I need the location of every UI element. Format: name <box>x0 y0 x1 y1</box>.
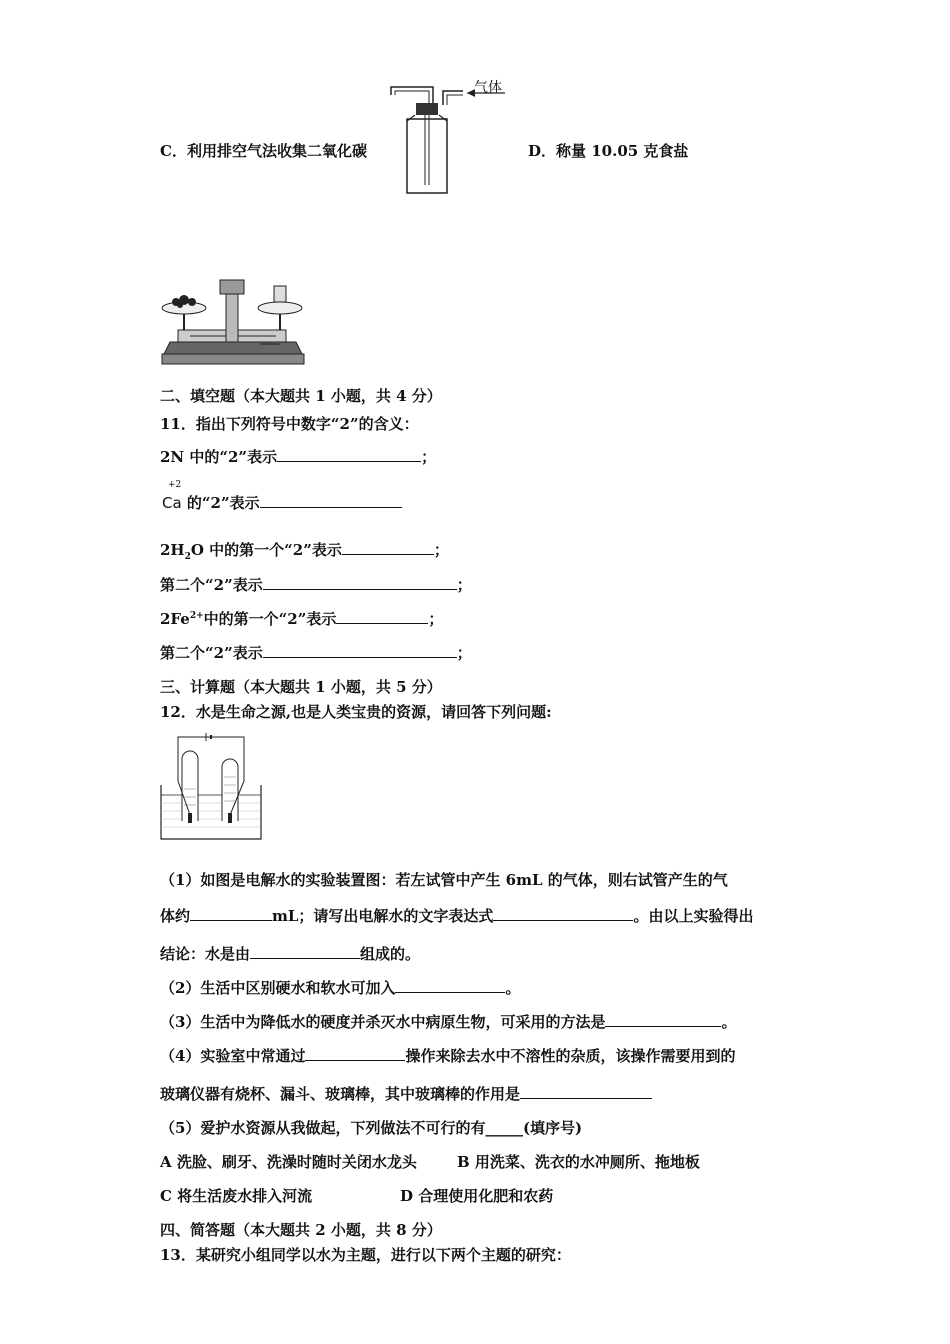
q11-line3 <box>160 539 449 562</box>
q11-stem: 11．指出下列符号中数字“2”的含义： <box>160 415 419 433</box>
answer-blank-12-4[interactable] <box>395 978 505 993</box>
q11-line1-prefix: 2N 中的“2”表示 <box>160 448 278 466</box>
electrolysis-diagram <box>158 733 266 843</box>
semicolon: ； <box>433 541 449 559</box>
q12-p1-c <box>160 943 420 964</box>
option-c: C．利用排空气法收集二氧化碳 <box>160 142 367 160</box>
q11-h2o-b: O 中的第一个“2”表示 <box>190 541 342 559</box>
answer-blank-11-1[interactable] <box>277 447 421 462</box>
q12-p4-a <box>160 1045 735 1066</box>
answer-blank-11-4[interactable] <box>263 575 457 590</box>
q11-line5 <box>160 608 443 629</box>
q12-p3-b: 。 <box>721 1013 737 1031</box>
answer-blank-11-5[interactable] <box>336 609 428 624</box>
gas-label: 气体 <box>474 80 502 96</box>
answer-blank-12-3[interactable] <box>250 944 360 959</box>
answer-blank-12-1[interactable] <box>190 906 272 921</box>
q12-p3-a: （3）生活中为降低水的硬度并杀灭水中病原生物，可采用的方法是 <box>160 1013 606 1031</box>
q12-stem: 12．水是生命之源,也是人类宝贵的资源，请回答下列问题: <box>160 703 552 721</box>
q11-line6-prefix: 第二个“2”表示 <box>160 644 263 662</box>
q12-p1-b2: mL；请写出电解水的文字表达式 <box>272 907 494 925</box>
q11-fe-a: 2Fe <box>160 610 190 628</box>
balance-scale-diagram <box>160 274 306 369</box>
q12-p4-c <box>160 1083 652 1104</box>
section3-heading: 三、计算题（本大题共 1 小题，共 5 分） <box>160 678 442 696</box>
q12-p1-b1: 体约 <box>160 907 191 925</box>
option-d: D．称量 10.05 克食盐 <box>528 142 689 160</box>
semicolon: ； <box>456 576 472 594</box>
q12-p2 <box>160 977 520 998</box>
q12-p1-a: （1）如图是电解水的实验装置图：若左试管中产生 6mL 的气体，则右试管产生的气 <box>160 871 728 889</box>
q12-p4-c1: 玻璃仪器有烧杯、漏斗、玻璃棒，其中玻璃棒的作用是 <box>160 1085 521 1103</box>
q11-fe-b: 中的第一个“2”表示 <box>203 610 337 628</box>
q11-line4 <box>160 574 472 595</box>
q12-opt-d: D 合理使用化肥和农药 <box>400 1187 554 1205</box>
q11-h2o-a: 2H <box>160 541 185 559</box>
section4-heading: 四、简答题（本大题共 2 小题，共 8 分） <box>160 1221 442 1239</box>
q12-p2-b: 。 <box>505 979 521 997</box>
answer-blank-12-7[interactable] <box>520 1084 652 1099</box>
q12-p1-c1: 结论：水是由 <box>160 945 251 963</box>
semicolon: ； <box>421 448 437 466</box>
q12-p2-a: （2）生活中区别硬水和软水可加入 <box>160 979 396 997</box>
q11-line2 <box>162 492 402 513</box>
section2-heading: 二、填空题（本大题共 1 小题，共 4 分） <box>160 387 442 405</box>
q12-p3 <box>160 1011 736 1032</box>
q12-p4-a1: （4）实验室中常通过 <box>160 1047 306 1065</box>
q11-h2o-sub: 2 <box>184 552 191 562</box>
q12-p5: （5）爱护水资源从我做起，下列做法不可行的有_____(填序号) <box>160 1119 583 1137</box>
q11-fe-sup: 2+ <box>189 611 204 621</box>
q11-line6 <box>160 642 472 663</box>
answer-blank-12-2[interactable] <box>493 906 633 921</box>
q12-p1-c2: 组成的。 <box>360 945 421 963</box>
answer-blank-11-6[interactable] <box>263 643 457 658</box>
answer-blank-11-3[interactable] <box>342 540 434 555</box>
q11-ca-charge: +2 <box>168 480 182 490</box>
q11-line4-prefix: 第二个“2”表示 <box>160 576 263 594</box>
answer-blank-11-2[interactable] <box>260 493 402 508</box>
q13-stem: 13．某研究小组同学以水为主题，进行以下两个主题的研究： <box>160 1246 571 1264</box>
semicolon: ； <box>456 644 472 662</box>
q12-p1-b3: 。由以上实验得出 <box>633 907 754 925</box>
q11-line1 <box>160 446 436 467</box>
q12-p4-b: 操作来除去水中不溶性的杂质，该操作需要用到的 <box>405 1047 736 1065</box>
answer-blank-12-6[interactable] <box>305 1046 405 1061</box>
answer-blank-12-5[interactable] <box>605 1012 721 1027</box>
q12-opt-c: C 将生活废水排入河流 <box>160 1187 313 1205</box>
q12-p1-b <box>160 905 753 926</box>
semicolon: ； <box>428 610 444 628</box>
q12-opt-a: A 洗脸、刷牙、洗澡时随时关闭水龙头 <box>160 1153 417 1171</box>
q11-ca-symbol: Ca <box>162 494 182 512</box>
q12-opt-b: B 用洗菜、洗衣的水冲厕所、拖地板 <box>457 1153 700 1171</box>
q11-line2-prefix: 的“2”表示 <box>186 494 260 512</box>
